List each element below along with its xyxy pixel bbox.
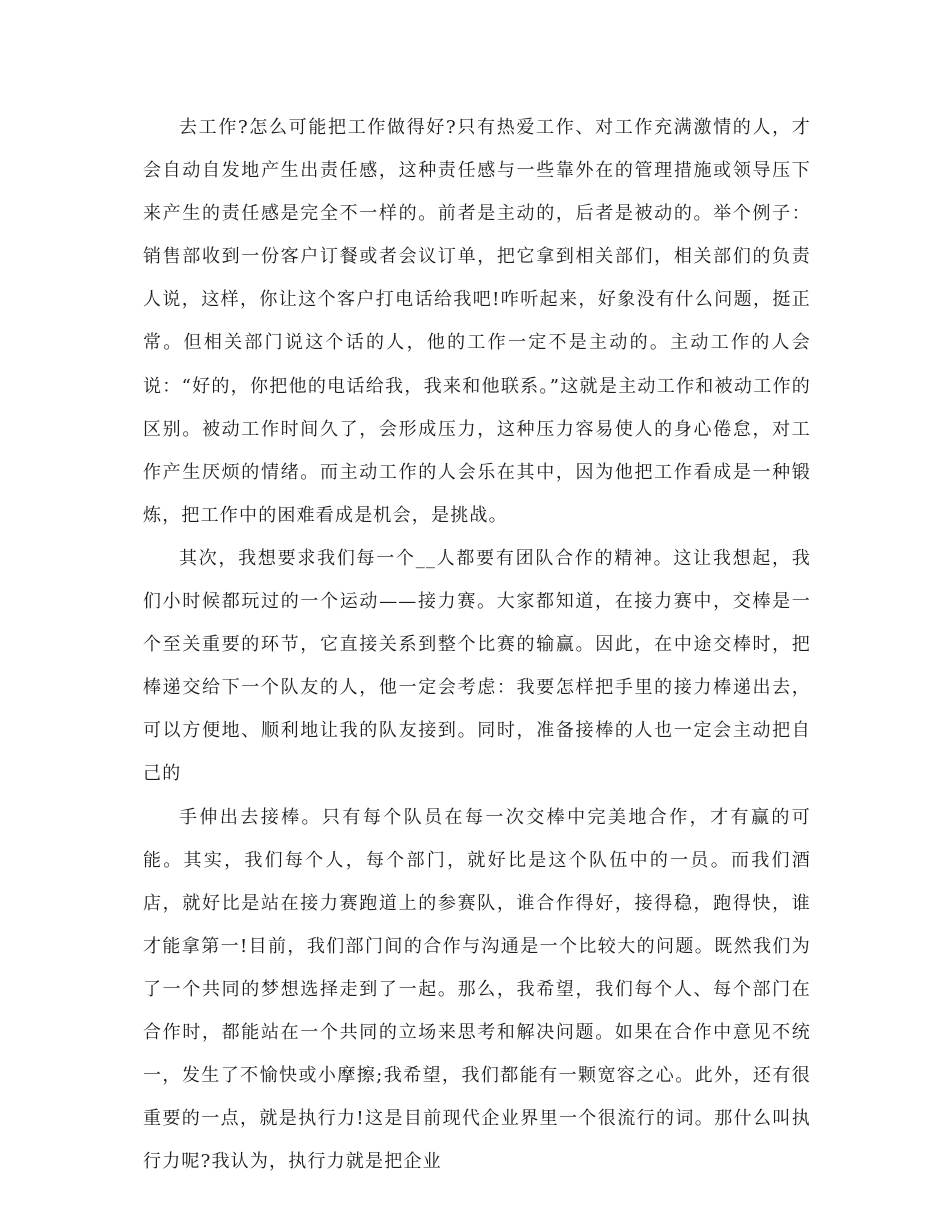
document-body — [143, 106, 811, 1183]
paragraph-1: 去工作?怎么可能把工作做得好?只有热爱工作、对工作充满激情的人，才会自动自发地产生出责任感，这种责任感与一些靠外在的管理措施或领导压下来产生的责任感是完全不一样的。前者是主动的，后者是被动的。举个例子：销售部收到一份客户订餐或者会议订单，把它拿到相关部们，相关部们的负责人说，这样，你让这个客户打电话给我吧!咋听起来，好象没有什么问题，挺正常。但相关部门说这个话的人，他的工作一定不是主动的。主动工作的人会说：“好的，你把他的电话给我，我来和他联系。”这就是主动工作和被动工作的区别。被动工作时间久了，会形成压力，这种压力容易使人的身心倦怠，对工作产生厌烦的情绪。而主动工作的人会乐在其中，因为他把工作看成是一种锻炼，把工作中的困难看成是机会，是挑战。 — [143, 117, 811, 526]
paragraph-3: 手伸出去接棒。只有每个队员在每一次交棒中完美地合作，才有赢的可能。其实，我们每个人，每个部门，就好比是这个队伍中的一员。而我们酒店，就好比是站在接力赛跑道上的参赛队，谁合作得好，接得稳，跑得快，谁才能拿第一!目前，我们部门间的合作与沟通是一个比较大的问题。既然我们为了一个共同的梦想选择走到了一起。那么，我希望，我们每个人、每个部门在合作时，都能站在一个共同的立场来思考和解决问题。如果在合作中意见不统一，发生了不愉快或小摩擦;我希望，我们都能有一颗宽容之心。此外，还有很重要的一点，就是执行力!这是目前现代企业界里一个很流行的词。那什么叫执行力呢?我认为，执行力就是把企业 — [143, 806, 811, 1173]
paragraph-2: 其次，我想要求我们每一个__人都要有团队合作的精神。这让我想起，我们小时候都玩过的一个运动——接力赛。大家都知道，在接力赛中，交棒是一个至关重要的环节，它直接关系到整个比赛的输赢。因此，在中途交棒时，把棒递交给下一个队友的人，他一定会考虑：我要怎样把手里的接力棒递出去，可以方便地、顺利地让我的队友接到。同时，准备接棒的人也一定会主动把自己的 — [143, 547, 811, 785]
